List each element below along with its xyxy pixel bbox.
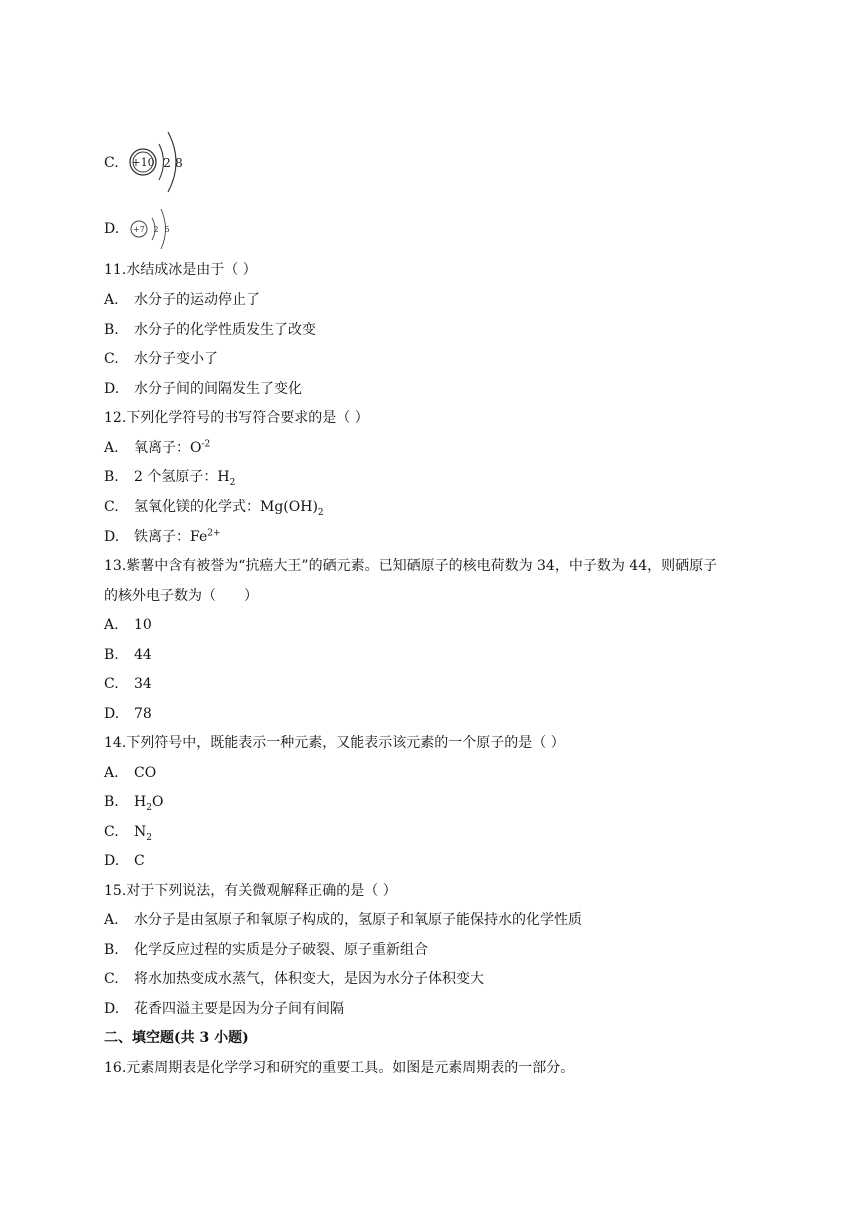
q15-option-b — [104, 940, 428, 960]
option-letter: B. — [104, 469, 119, 485]
option-text: 水分子是由氢原子和氧原子构成的，氢原子和氧原子能保持水的化学性质 — [134, 912, 582, 928]
option-letter: A. — [104, 765, 119, 781]
q13-option-c — [104, 674, 152, 694]
q13-stem-line-2: 的核外电子数为（ ） — [104, 588, 258, 604]
option-letter: B. — [104, 322, 119, 338]
option-text: 2 个氢原子：H — [134, 469, 230, 485]
q15-option-d — [104, 999, 344, 1019]
option-text: 10 — [134, 617, 152, 633]
option-letter: D. — [104, 221, 120, 237]
q13-option-a — [104, 615, 152, 635]
option-text: 水分子变小了 — [134, 351, 218, 367]
option-letter: A. — [104, 617, 119, 633]
charge-superscript: -2 — [201, 439, 211, 450]
option-text: 花香四溢主要是因为分子间有间隔 — [134, 1001, 344, 1017]
option-text: 34 — [134, 676, 152, 692]
option-text: H — [134, 794, 147, 810]
charge-superscript: 2+ — [207, 528, 221, 539]
option-letter: A. — [104, 292, 119, 308]
q14-option-a — [104, 763, 156, 783]
option-letter: D. — [104, 529, 120, 545]
option-text: CO — [134, 765, 157, 781]
nucleus-charge: +7 — [133, 225, 145, 234]
option-text: 氧离子：O — [134, 440, 202, 456]
option-text: 水分子的化学性质发生了改变 — [134, 322, 316, 338]
q14-option-d — [104, 851, 145, 871]
option-text: 水分子间的间隔发生了变化 — [134, 381, 302, 397]
option-text: 水分子的运动停止了 — [134, 292, 260, 308]
subscript: 2 — [146, 832, 152, 843]
q12-option-c — [104, 497, 324, 517]
option-letter: D. — [104, 1001, 120, 1017]
option-letter: A. — [104, 912, 119, 928]
option-letter: B. — [104, 794, 119, 810]
q15-stem: 15.对于下列说法，有关微观解释正确的是（ ） — [104, 883, 397, 899]
option-text: N — [134, 824, 147, 840]
option-letter: C. — [104, 971, 119, 987]
neon-atom-structure-diagram — [126, 128, 190, 196]
q16-stem: 16.元素周期表是化学学习和研究的重要工具。如图是元素周期表的一部分。 — [104, 1060, 575, 1076]
q12-option-a — [104, 438, 210, 458]
section-title: 二、填空题(共 3 小题) — [104, 1030, 249, 1046]
q11-option-d — [104, 379, 302, 399]
option-letter: C. — [104, 824, 119, 840]
shell-1-electrons: 2 — [163, 156, 171, 170]
option-text: 铁离子：Fe — [134, 529, 208, 545]
q11-option-a — [104, 290, 260, 310]
nitrogen-atom-structure-diagram — [128, 206, 180, 252]
option-letter: C. — [104, 155, 119, 171]
q13-stem-line-1: 13.紫薯中含有被誉为“抗癌大王”的硒元素。已知硒原子的核电荷数为 34，中子数为 44，则硒原子 — [104, 558, 718, 574]
option-letter: C. — [104, 351, 119, 367]
subscript: 2 — [229, 477, 236, 488]
q13-option-b — [104, 645, 152, 665]
option-text-tail: O — [151, 794, 164, 810]
q14-option-c — [104, 822, 152, 842]
option-letter: D. — [104, 706, 120, 722]
option-text: 氢氧化镁的化学式：Mg(OH) — [134, 499, 318, 515]
q15-option-c — [104, 969, 484, 989]
option-letter: D. — [104, 853, 120, 869]
q13-option-d — [104, 704, 152, 724]
q12-option-d — [104, 527, 221, 547]
q14-stem: 14.下列符号中，既能表示一种元素，又能表示该元素的一个原子的是（ ） — [104, 735, 565, 751]
q15-option-a — [104, 910, 582, 930]
option-letter: A. — [104, 440, 119, 456]
shell-2-electrons: 8 — [175, 156, 183, 170]
q11-stem: 11.水结成冰是由于（ ） — [104, 262, 257, 278]
option-text: 78 — [134, 706, 152, 722]
option-letter: C. — [104, 676, 119, 692]
option-letter: B. — [104, 942, 119, 958]
option-letter: C. — [104, 499, 119, 515]
option-text: 将水加热变成水蒸气，体积变大，是因为水分子体积变大 — [134, 971, 484, 987]
shell-2-electrons: 5 — [164, 225, 170, 234]
option-text: 44 — [134, 647, 152, 663]
shell-1-electrons: 2 — [153, 225, 159, 234]
option-letter: D. — [104, 381, 120, 397]
option-text: 化学反应过程的实质是分子破裂、原子重新组合 — [134, 942, 428, 958]
q12-option-b — [104, 467, 235, 487]
q12-stem: 12.下列化学符号的书写符合要求的是（ ） — [104, 410, 369, 426]
q11-option-b — [104, 320, 316, 340]
option-text: C — [134, 853, 145, 869]
option-letter: B. — [104, 647, 119, 663]
nucleus-charge: +10 — [131, 156, 155, 169]
q14-option-b — [104, 792, 163, 812]
subscript: 2 — [317, 507, 324, 518]
q11-option-c — [104, 349, 218, 369]
subscript: 2 — [146, 802, 152, 813]
